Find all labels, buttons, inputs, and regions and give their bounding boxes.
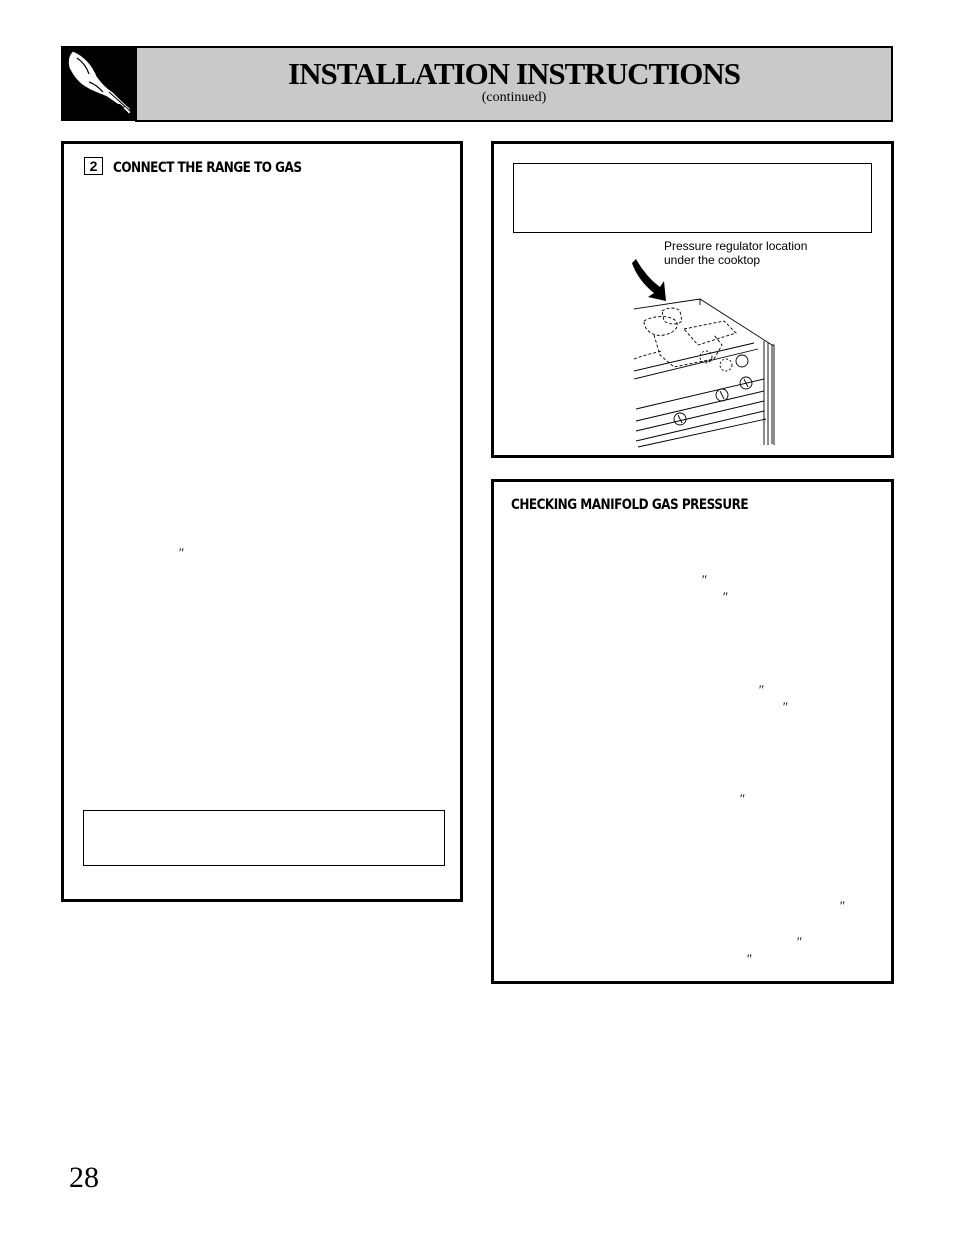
pressure-regulator-panel <box>491 141 894 458</box>
pointer-arrow-icon <box>632 259 666 301</box>
page-subtitle: (continued) <box>481 90 547 105</box>
caption-line: under the cooktop <box>664 253 761 267</box>
note-box <box>513 163 872 233</box>
section-heading: CHECKING MANIFOLD GAS PRESSURE <box>511 497 749 513</box>
caption-line: Pressure regulator location <box>664 239 808 253</box>
inch-mark: ″ <box>722 589 728 604</box>
header-icon-box <box>61 46 136 121</box>
hand-with-screwdriver-icon <box>63 48 134 119</box>
section-heading: CONNECT THE RANGE TO GAS <box>113 160 302 176</box>
inch-mark: ″ <box>701 572 707 587</box>
header-bar <box>135 46 893 122</box>
inch-mark: ″ <box>758 682 764 697</box>
inch-mark: ″ <box>782 699 788 714</box>
step-number-badge: 2 <box>84 157 103 175</box>
inch-mark: ″ <box>739 791 745 806</box>
connect-range-to-gas-panel <box>61 141 463 902</box>
inch-mark: ″ <box>839 898 845 913</box>
inch-mark: ″ <box>178 545 184 560</box>
page-number: 28 <box>69 1161 99 1194</box>
checking-manifold-pressure-panel <box>491 479 894 984</box>
pressure-regulator-diagram <box>614 259 784 449</box>
inch-mark: ″ <box>746 951 752 966</box>
inch-mark: ″ <box>796 934 802 949</box>
note-box <box>83 810 445 866</box>
page-title: INSTALLATION INSTRUCTIONS <box>288 56 740 91</box>
